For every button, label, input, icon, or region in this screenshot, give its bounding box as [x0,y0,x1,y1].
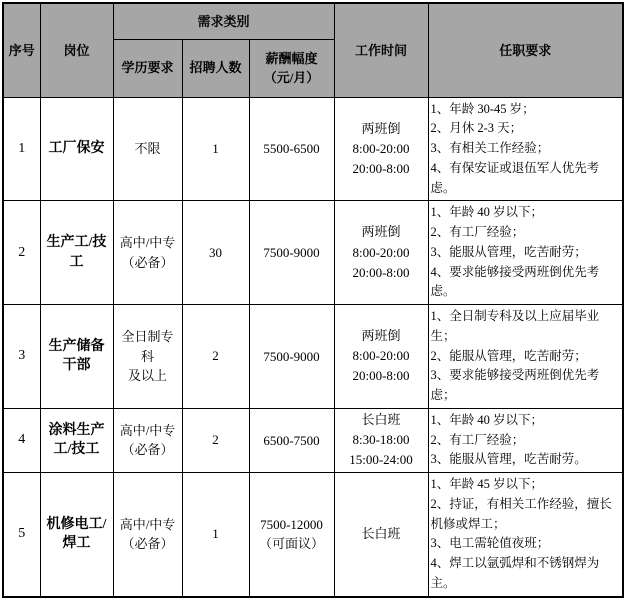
recruitment-table [2,2,624,598]
cell-serial-number: 2 [3,201,40,305]
requirement-line: 4、要求能够接受两班倒优先考虑。 [430,264,600,299]
salary-line: 7500-9000 [263,348,320,364]
cell-requirements [428,408,623,472]
education-line: 高中/中专 [119,235,176,251]
cell-work-time [334,305,428,409]
worktime-line: 20:00-8:00 [352,160,410,176]
header-salary-line1: 薪酬幅度 [265,50,318,66]
table-row-4 [3,408,623,472]
cell-position: 工厂保安 [40,97,113,201]
requirement-line: 3、电工需轮值夜班； [430,536,550,551]
worktime-line: 15:00-24:00 [349,452,413,468]
requirement-line: 3、有相关工作经验； [430,141,550,155]
cell-work-time [334,473,428,597]
cell-education [113,201,182,305]
requirement-line: 2、月休 2-3 天； [430,121,523,136]
cell-education [113,97,182,201]
requirement-line: 1、年龄 30-45 岁； [430,101,535,116]
requirement-line: 1、全日制专科及以上应届毕业生； [430,309,600,343]
cell-headcount: 2 [182,408,249,472]
requirement-line: 1、年龄 40 岁以下； [430,205,544,220]
cell-work-time [334,201,428,305]
header-job-requirements: 任职要求 [428,3,623,97]
cell-headcount: 1 [182,473,249,597]
header-salary [249,39,334,97]
worktime-line: 8:00-20:00 [352,244,410,260]
cell-education [113,408,182,472]
requirement-line: 4、有保安证或退伍军人优先考虑。 [430,160,600,195]
cell-salary [249,473,334,597]
cell-salary [249,201,334,305]
education-line: 不限 [134,141,161,157]
salary-line: （可面议） [259,536,325,552]
education-line: （必备） [121,442,174,458]
requirement-line: 2、能服从管理，吃苦耐劳； [430,348,587,363]
worktime-line: 8:30-18:00 [352,432,410,448]
cell-salary [249,408,334,472]
cell-requirements [428,201,623,305]
requirement-line: 1、年龄 40 岁以下； [430,412,544,427]
cell-requirements [428,97,623,201]
header-serial-number: 序号 [3,3,40,97]
cell-salary [249,97,334,201]
education-line: （必备） [121,536,174,552]
cell-serial-number: 3 [3,305,40,409]
cell-serial-number: 5 [3,473,40,597]
requirement-line: 2、有工厂经验； [430,225,525,239]
worktime-line: 两班倒 [361,120,401,136]
requirement-line: 2、持证，有相关工作经验，擅长机修或焊工； [430,496,612,531]
header-position: 岗位 [40,3,113,97]
cell-position: 机修电工/焊工 [40,473,113,597]
cell-position: 生产工/技工 [40,201,113,305]
salary-line: 6500-7500 [263,432,320,448]
header-education: 学历要求 [113,39,182,97]
requirement-line: 1、年龄 45 岁以下； [430,477,544,491]
cell-serial-number: 4 [3,408,40,472]
cell-requirements [428,473,623,597]
salary-line: 7500-9000 [263,244,320,260]
cell-position: 涂料生产工/技工 [40,408,113,472]
header-row-top [3,3,623,39]
cell-headcount: 1 [182,97,249,201]
worktime-line: 两班倒 [361,328,401,344]
worktime-line: 8:00-20:00 [352,348,410,364]
requirement-line: 3、要求能够接受两班倒优先考虑； [430,368,600,402]
worktime-line: 长白班 [361,412,401,428]
salary-line: 7500-12000 [260,516,323,532]
salary-line: 5500-6500 [263,141,320,157]
worktime-line: 20:00-8:00 [352,264,410,280]
worktime-line: 长白班 [361,526,401,542]
table-row-3 [3,305,623,409]
education-line: 高中/中专 [119,516,176,532]
cell-serial-number: 1 [3,97,40,201]
table-row-5 [3,473,623,597]
requirement-line: 4、焊工以氩弧焊和不锈钢焊为主。 [430,556,600,590]
education-line: （必备） [121,254,174,270]
header-demand-category: 需求类别 [113,3,334,39]
worktime-line: 两班倒 [361,224,401,240]
worktime-line: 8:00-20:00 [352,140,410,156]
cell-education [113,473,182,597]
cell-work-time [334,408,428,472]
cell-education [113,305,182,409]
header-salary-line2: （元/月） [263,70,320,85]
cell-requirements [428,305,623,409]
education-line: 高中/中专 [119,422,176,438]
education-line: 全日制专科 [121,329,174,364]
header-headcount: 招聘人数 [182,39,249,97]
table-row-2 [3,201,623,305]
cell-salary [249,305,334,409]
header-work-time: 工作时间 [334,3,428,97]
table-row-1 [3,97,623,201]
requirement-line: 3、能服从管理，吃苦耐劳。 [430,452,587,467]
cell-headcount: 2 [182,305,249,409]
worktime-line: 20:00-8:00 [352,368,410,384]
cell-headcount: 30 [182,201,249,305]
cell-work-time [334,97,428,201]
education-line: 及以上 [127,368,167,384]
requirement-line: 2、有工厂经验； [430,432,525,447]
cell-position: 生产储备干部 [40,305,113,409]
requirement-line: 3、能服从管理，吃苦耐劳； [430,244,587,259]
